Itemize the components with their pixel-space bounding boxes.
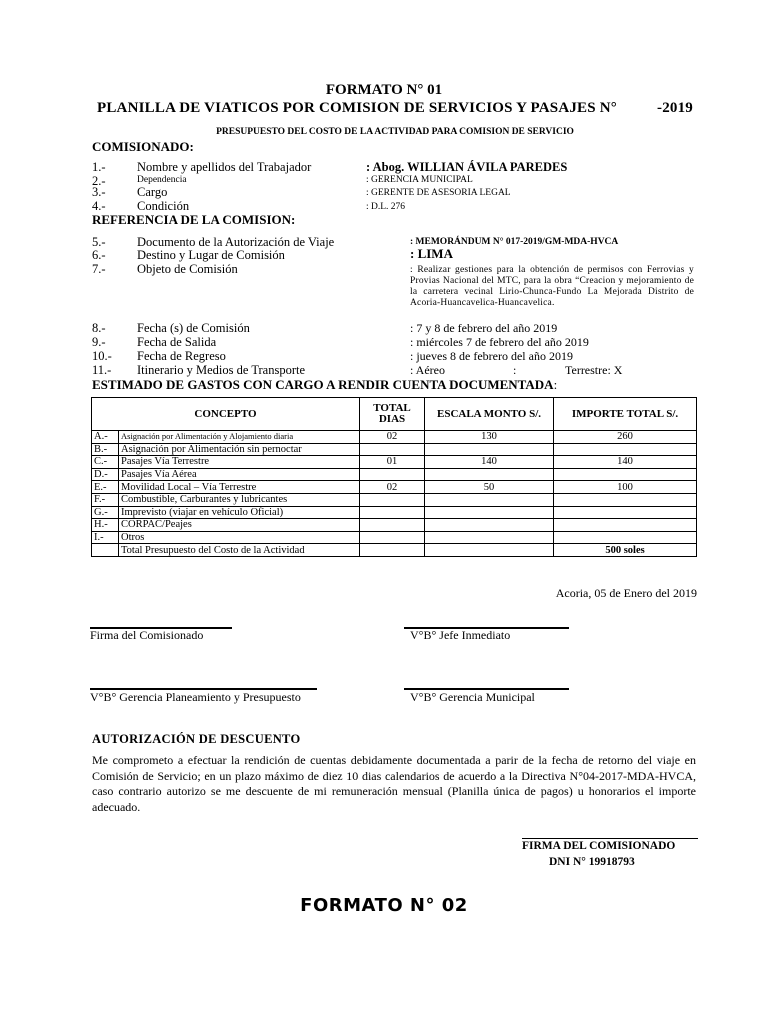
- row-dias: [360, 493, 425, 506]
- row-escala: [425, 468, 554, 481]
- table-row: [92, 531, 697, 544]
- row-num: 5.-: [92, 235, 106, 249]
- row-num: 2.-: [92, 174, 106, 188]
- comisionado-heading: COMISIONADO:: [92, 139, 194, 154]
- field-label-regreso: Fecha de Regreso: [137, 349, 226, 363]
- row-num: 8.-: [92, 321, 106, 335]
- form-number-title: FORMATO N° 01: [325, 82, 443, 98]
- gastos-heading: [92, 377, 557, 393]
- planilla-year: -2019: [657, 100, 693, 116]
- table-row: [92, 456, 697, 469]
- row-dias: 02: [360, 481, 425, 494]
- gastos-heading-colon: :: [553, 377, 558, 392]
- row-num: 11.-: [92, 363, 112, 377]
- table-row: [92, 431, 697, 444]
- row-escala: [425, 493, 554, 506]
- field-value-nombre: : Abog. WILLIAN ÁVILA PAREDES: [366, 160, 568, 174]
- field-value-separator: :: [513, 363, 517, 377]
- row-concept: Otros: [119, 531, 360, 544]
- row-concept: Pasajes Vía Terrestre: [119, 456, 360, 469]
- autorizacion-title: AUTORIZACIÓN DE DESCUENTO: [92, 732, 301, 746]
- field-label-destino: Destino y Lugar de Comisión: [137, 248, 285, 262]
- table-row: [92, 506, 697, 519]
- table-row: [92, 493, 697, 506]
- col-header-importe: IMPORTE TOTAL S/.: [554, 398, 697, 431]
- autorizacion-text: Me comprometo a efectuar la rendición de cuentas debidamente documentada a parir de la fecha de retorno del viaje en Comisión de Servicio; en un plazo máximo de diez 10 dias calendarios de acuerdo a la Directiva N°04-2017-MDA-HVCA, caso contrario autorizo se me descuente de mi remuneración mensual (Planilla única de pagos) u honorarios el importe adecuado.: [92, 753, 696, 814]
- table-row: [92, 443, 697, 456]
- budget-subtitle: PRESUPUESTO DEL COSTO DE LA ACTIVIDAD PARA COMISION DE SERVICIO: [216, 127, 574, 137]
- planilla-title: [0, 100, 768, 117]
- row-escala: 130: [425, 431, 554, 444]
- referencia-heading: REFERENCIA DE LA COMISION:: [92, 212, 296, 227]
- field-value-objeto: : Realizar gestiones para la obtención de permisos con Ferrovias y Provias Nacional del MTC, para la obra “Creacion y mejoramiento de la carretera vecinal Lirio-Chunca-Fundo La Mejorada Distrito de Acoria-Huancavelica-Huancavelica.: [410, 265, 694, 308]
- total-escala-empty: [425, 544, 554, 557]
- row-code: I.-: [92, 531, 119, 544]
- row-concept: Combustible, Carburantes y lubricantes: [119, 493, 360, 506]
- row-escala: [425, 531, 554, 544]
- table-row: [92, 468, 697, 481]
- row-importe: [554, 519, 697, 532]
- row-num: 9.-: [92, 335, 106, 349]
- dni-label: DNI N° 19918793: [549, 856, 635, 868]
- field-label-cargo: Cargo: [137, 185, 168, 199]
- row-num: 10.-: [92, 349, 112, 363]
- row-code: H.-: [92, 519, 119, 532]
- row-escala: [425, 506, 554, 519]
- row-escala: [425, 443, 554, 456]
- field-label-nombre: Nombre y apellidos del Trabajador: [137, 160, 312, 174]
- row-num: 4.-: [92, 199, 106, 213]
- row-code: D.-: [92, 468, 119, 481]
- row-concept: Imprevisto (viajar en vehículo Oficial): [119, 506, 360, 519]
- field-label-objeto: Objeto de Comisión: [137, 262, 238, 276]
- row-dias: [360, 468, 425, 481]
- row-concept: CORPAC/Peajes: [119, 519, 360, 532]
- field-value-cargo: : GERENTE DE ASESORIA LEGAL: [366, 188, 511, 198]
- field-value-dependencia: : GERENCIA MUNICIPAL: [366, 175, 473, 185]
- row-concept: Movilidad Local – Vía Terrestre: [119, 481, 360, 494]
- field-label-fechas: Fecha (s) de Comisión: [137, 321, 250, 335]
- field-value-salida: : miércoles 7 de febrero del año 2019: [410, 335, 589, 349]
- row-importe: 100: [554, 481, 697, 494]
- col-header-concepto: CONCEPTO: [92, 398, 360, 431]
- row-num: 6.-: [92, 248, 106, 262]
- row-importe: [554, 506, 697, 519]
- table-row: [92, 481, 697, 494]
- total-code-empty: [92, 544, 119, 557]
- row-concept: Asignación por Alimentación y Alojamiento diaria: [119, 431, 360, 444]
- col-header-dias: TOTAL DIAS: [360, 398, 425, 431]
- field-label-dependencia: Dependencia: [137, 175, 187, 185]
- signature-comisionado-label: Firma del Comisionado: [90, 628, 204, 642]
- field-value-regreso: : jueves 8 de febrero del año 2019: [410, 349, 573, 363]
- table-total-row: [92, 544, 697, 557]
- row-escala: 50: [425, 481, 554, 494]
- row-dias: [360, 531, 425, 544]
- row-dias: [360, 506, 425, 519]
- row-importe: [554, 443, 697, 456]
- table-header-row: [92, 398, 697, 431]
- field-label-documento: Documento de la Autorización de Viaje: [137, 235, 335, 249]
- row-dias: [360, 519, 425, 532]
- planilla-title-text: PLANILLA DE VIATICOS POR COMISION DE SERVICIOS Y PASAJES N°: [96, 100, 617, 116]
- total-value: 500 soles: [554, 544, 697, 557]
- field-value-documento: : MEMORÁNDUM N° 017-2019/GM-MDA-HVCA: [410, 237, 619, 247]
- row-importe: 260: [554, 431, 697, 444]
- condicion-text: : D.L. 276: [366, 202, 406, 212]
- signature-line: [522, 838, 698, 839]
- field-value-fechas: : 7 y 8 de febrero del año 2019: [410, 321, 558, 335]
- row-concept: Pasajes Vía Aérea: [119, 468, 360, 481]
- field-label-itinerario: Itinerario y Medios de Transporte: [137, 363, 306, 377]
- table-row: [92, 519, 697, 532]
- field-label-salida: Fecha de Salida: [137, 335, 217, 349]
- row-code: C.-: [92, 456, 119, 469]
- total-label: Total Presupuesto del Costo de la Actividad: [119, 544, 360, 557]
- row-dias: 02: [360, 431, 425, 444]
- signature-municipal-label: V°B° Gerencia Municipal: [410, 690, 535, 704]
- row-importe: [554, 493, 697, 506]
- row-code: G.-: [92, 506, 119, 519]
- row-importe: [554, 468, 697, 481]
- place-date: Acoria, 05 de Enero del 2019: [555, 586, 697, 600]
- row-num: 1.-: [92, 160, 106, 174]
- row-code: A.-: [92, 431, 119, 444]
- formato-02-title: FORMATO N° 02: [300, 895, 468, 916]
- gastos-heading-text: ESTIMADO DE GASTOS CON CARGO A RENDIR CUENTA DOCUMENTADA: [92, 377, 554, 392]
- signature-planeamiento-label: V°B° Gerencia Planeamiento y Presupuesto: [90, 690, 301, 704]
- row-code: B.-: [92, 443, 119, 456]
- total-dias-empty: [360, 544, 425, 557]
- row-dias: [360, 443, 425, 456]
- signature-jefe-label: V°B° Jefe Inmediato: [410, 628, 511, 642]
- row-concept: Asignación por Alimentación sin pernoctar: [119, 443, 360, 456]
- field-value-terrestre: Terrestre: X: [565, 363, 623, 377]
- firma-comisionado-label: FIRMA DEL COMISIONADO: [522, 840, 676, 852]
- col-header-escala: ESCALA MONTO S/.: [425, 398, 554, 431]
- field-value-aereo: : Aéreo: [410, 363, 445, 377]
- row-importe: 140: [554, 456, 697, 469]
- field-value-condicion: [366, 202, 405, 212]
- row-escala: 140: [425, 456, 554, 469]
- row-escala: [425, 519, 554, 532]
- field-value-destino: : LIMA: [410, 246, 453, 261]
- row-code: E.-: [92, 481, 119, 494]
- row-num: 7.-: [92, 262, 106, 276]
- row-code: F.-: [92, 493, 119, 506]
- row-dias: 01: [360, 456, 425, 469]
- gastos-table: [91, 397, 697, 557]
- row-importe: [554, 531, 697, 544]
- field-label-condicion: Condición: [137, 199, 190, 213]
- row-num: 3.-: [92, 185, 106, 199]
